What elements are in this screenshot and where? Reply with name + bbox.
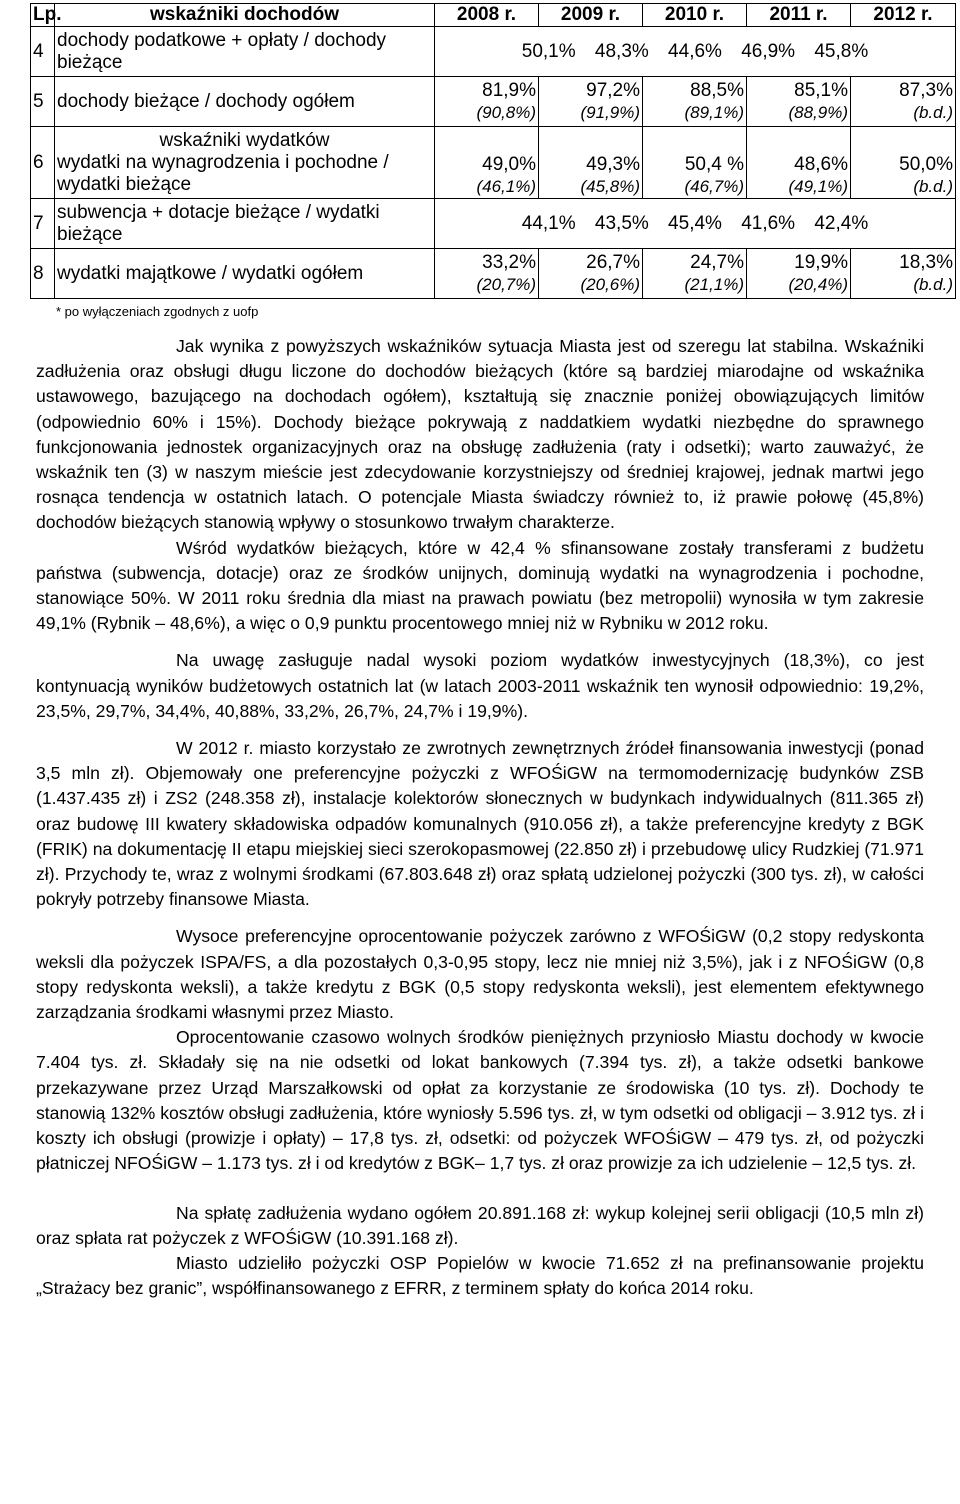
row-lp: 6	[31, 127, 55, 199]
value-cell: 85,1% (88,9%)	[747, 77, 851, 127]
table-row	[31, 27, 956, 77]
row-lp: 4	[31, 27, 55, 77]
value-cell: 97,2% (91,9%)	[539, 77, 643, 127]
row-lp: 5	[31, 77, 55, 127]
row-name: wydatki majątkowe / wydatki ogółem	[55, 249, 435, 299]
header-name: wskaźniki dochodów	[55, 4, 435, 27]
value-cell: 24,7% (21,1%)	[643, 249, 747, 299]
body-text	[36, 334, 924, 1301]
value-cell: 81,9% (90,8%)	[435, 77, 539, 127]
value-cell: 49,3% (45,8%)	[539, 127, 643, 199]
row-values: 50,1% 48,3% 44,6% 46,9% 45,8%	[435, 27, 956, 77]
row-name-text: wydatki na wynagrodzenia i pochodne / wydatki bieżące	[57, 151, 389, 195]
header-lp: Lp.	[31, 4, 55, 27]
row-lp: 8	[31, 249, 55, 299]
header-year: 2011 r.	[747, 4, 851, 27]
table-row	[31, 199, 956, 249]
row-name: subwencja + dotacje bieżące / wydatki bieżące	[55, 199, 435, 249]
paragraph: Wysoce preferencyjne oprocentowanie pożyczek zarówno z WFOŚiGW (0,2 stopy redyskonta weksli dla pożyczek ISPA/FS, a dla pozostałych 0,3-0,95 stopy, lecz nie mniej niż 3,5%), jak i z NFOŚiGW (0,8 stopy redyskonta weksli), a także kredytu z BGK (0,5 stopy redyskonta weksli), jest elementem efektywnego zarządzania środkami własnymi przez Miasto.	[36, 926, 924, 1023]
paragraph: Miasto udzieliło pożyczki OSP Popielów w kwocie 71.652 zł na prefinansowanie projektu „Strażacy bez granic”, współfinansowanego z EFRR, z terminem spłaty do końca 2014 roku.	[36, 1252, 924, 1299]
value-cell: 50,4 % (46,7%)	[643, 127, 747, 199]
paragraph: Jak wynika z powyższych wskaźników sytuacja Miasta jest od szeregu lat stabilna. Wskaźniki zadłużenia oraz obsługi długu liczone do dochodów bieżących (które są bardziej miarodajne od wskaźnika ustawowego, bazującego na dochodach ogółem), kształtują się znacznie poniżej obowiązujących limitów (odpowiednio 60% i 15%). Dochody bieżące pokrywają z naddatkiem wydatki niezbędne do sprawnego funkcjonowania jednostek organizacyjnych oraz na obsługę zadłużenia (raty i odsetki); warto zauważyć, że wskaźnik ten (3) w naszym mieście jest zdecydowanie korzystniejszy od średniej krajowej, jednak martwi jego rosnąca tendencja w ostatnich latach. O potencjale Miasta świadczy również to, iż prawie połowę (45,8%) dochodów bieżących stanowią wpływy o stosunkowo trwałym charakterze.	[36, 336, 924, 533]
paragraph: W 2012 r. miasto korzystało ze zwrotnych zewnętrznych źródeł finansowania inwestycji (ponad 3,5 mln zł). Objemowały one preferencyjne pożyczki z WFOŚiGW na termomodernizację budynków ZSB (1.437.435 zł) i ZS2 (248.358 zł), instalacje kolektorów słonecznych w budynkach indywidualnych (811.365 zł) oraz budowę III kwatery składowiska odpadów komunalnych (910.056 zł), a także preferencyjne kredyty z BGK (FRIK) na dokumentację II etapu miejskiej sieci szerokopasmowej (22.850 zł) i przebudowę ulicy Rudzkiej (71.971 zł). Przychody te, wraz z wolnymi środkami (67.803.648 zł) oraz spłatą udzielonej pożyczki (300 tys. zł), w całości pokryły potrzeby finansowe Miasta.	[36, 738, 924, 910]
header-year: 2008 r.	[435, 4, 539, 27]
header-year: 2012 r.	[851, 4, 956, 27]
header-year: 2010 r.	[643, 4, 747, 27]
row-name: dochody bieżące / dochody ogółem	[55, 77, 435, 127]
table-footnote: * po wyłączeniach zgodnych z uofp	[56, 304, 259, 319]
paragraph: Wśród wydatków bieżących, które w 42,4 % sfinansowane zostały transferami z budżetu państwa (subwencja, dotacje) oraz ze środków unijnych, dominują wydatki na wynagrodzenia i pochodne, stanowiące 50%. W 2011 roku średnia dla miast na prawach powiatu (bez metropolii) wynosiła w tym zakresie 49,1% (Rybnik – 48,6%), a więc o 0,9 punktu procentowego mniej niż w Rybniku w 2012 roku.	[36, 537, 924, 634]
table-row	[31, 77, 956, 127]
value-cell: 18,3% (b.d.)	[851, 249, 956, 299]
paragraph: Na spłatę zadłużenia wydano ogółem 20.891.168 zł: wykup kolejnej serii obligacji (10,5 mln zł) oraz spłata rat pożyczek z WFOŚiGW (10.391.168 zł).	[36, 1202, 924, 1248]
header-year: 2009 r.	[539, 4, 643, 27]
row-name	[55, 127, 435, 199]
paragraph: Oprocentowanie czasowo wolnych środków pieniężnych przyniosło Miastu dochody w kwocie 7.404 tys. zł. Składały się na nie odsetki od lokat bankowych (7.394 tys. zł), a także odsetki bankowe przekazywane przez Urząd Marszałkowski od opłat za korzystanie ze środowiska (10 tys. zł). Dochody te stanowią 132% kosztów obsługi zadłużenia, które wyniosły 5.596 tys. zł, w tym odsetki od obligacji – 3.912 tys. zł i koszty ich obsługi (prowizje i opłaty) – 17,8 tys. zł, odsetki: od pożyczek WFOŚiGW – 479 tys. zł, od pożyczki płatniczej NFOŚiGW – 1.173 tys. zł i od kredytów z BGK– 1,7 tys. zł oraz prowizje za ich udzielenie – 12,5 tys. zł.	[36, 1027, 924, 1174]
table-row	[31, 249, 956, 299]
row-name: dochody podatkowe + opłaty / dochody bieżące	[55, 27, 435, 77]
value-cell: 88,5% (89,1%)	[643, 77, 747, 127]
value-cell: 26,7% (20,6%)	[539, 249, 643, 299]
value-cell: 87,3% (b.d.)	[851, 77, 956, 127]
value-cell: 49,0% (46,1%)	[435, 127, 539, 199]
value-cell: 48,6% (49,1%)	[747, 127, 851, 199]
table-row	[31, 127, 956, 199]
row-lp: 7	[31, 199, 55, 249]
row-values: 44,1% 43,5% 45,4% 41,6% 42,4%	[435, 199, 956, 249]
indicators-table	[30, 3, 956, 299]
paragraph: Na uwagę zasługuje nadal wysoki poziom wydatków inwestycyjnych (18,3%), co jest kontynuacją wyników budżetowych ostatnich lat (w latach 2003-2011 wskaźnik ten wynosił odpowiednio: 19,2%, 23,5%, 29,7%, 34,4%, 40,88%, 33,2%, 26,7%, 24,7% i 19,9%).	[36, 650, 924, 721]
table-header-row	[31, 4, 956, 27]
value-cell: 19,9% (20,4%)	[747, 249, 851, 299]
value-cell: 33,2% (20,7%)	[435, 249, 539, 299]
value-cell: 50,0% (b.d.)	[851, 127, 956, 199]
section-heading: wskaźniki wydatków	[159, 129, 330, 151]
